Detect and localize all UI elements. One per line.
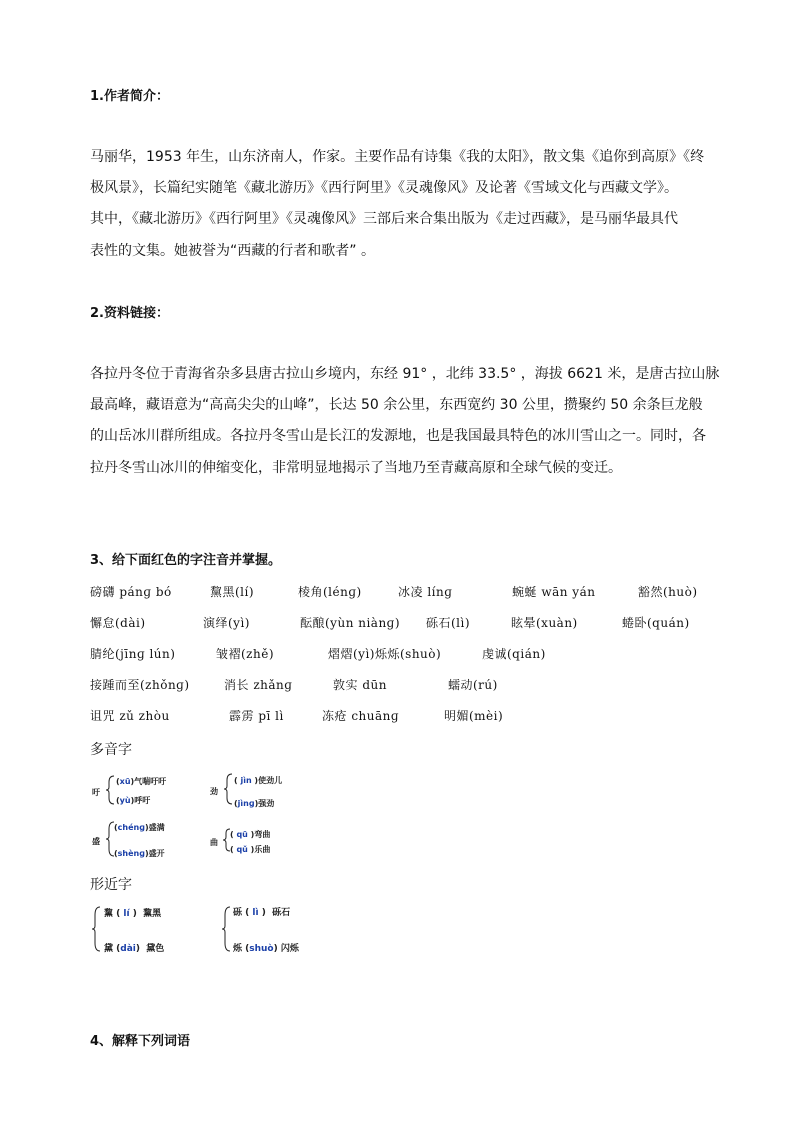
- author-line-2: 极风景》，长篇纪实随笔《藏北游历》《西行阿里》《灵魂像风》及论著《雪域文化与西藏文学》。: [90, 180, 678, 196]
- author-line-4: 表性的文集。她被誉为“西藏的行者和歌者” 。: [90, 243, 375, 259]
- pinyin-reading: chénɡ: [117, 823, 145, 832]
- polyphonic-char: 曲: [210, 838, 218, 847]
- section-4-heading: 4、解释下列词语: [90, 1034, 191, 1049]
- material-line-1: 各拉丹冬位于青海省杂多县唐古拉山乡境内，东经 91° ，北纬 33.5° ，海拔 6621 米，是唐古拉山脉: [90, 366, 720, 382]
- pinyin-item: 磅礴 pánɡ bó: [90, 585, 172, 599]
- pinyin-item: 腈纶(jīnɡ lún): [90, 647, 176, 661]
- author-line-3: 其中，《藏北游历》《西行阿里》《灵魂像风》三部后来合集出版为《走过西藏》，是马丽华最具代: [90, 211, 678, 227]
- example-word: 盛满: [148, 823, 165, 832]
- similar-char: 砾: [233, 908, 243, 918]
- polyphonic-entry: ( qū )弯曲: [230, 830, 271, 839]
- brace-icon: [220, 905, 232, 953]
- example-word: 黛色: [146, 944, 165, 954]
- brace-icon: [90, 905, 102, 953]
- example-word: 使劲儿: [258, 776, 283, 785]
- section-3-heading: 3、给下面红色的字注音并掌握。: [90, 553, 282, 568]
- pinyin-reading: qū: [236, 830, 248, 839]
- pinyin-item: 明媚(mèi): [444, 709, 504, 723]
- example-word: 呼吁: [134, 796, 151, 805]
- similar-title: 形近字: [90, 877, 132, 893]
- pinyin-reading: jìnɡ: [237, 799, 255, 808]
- similar-entry: 烁 (shuò) 闪烁: [233, 944, 299, 954]
- pinyin-item: 眩晕(xuàn): [511, 616, 578, 630]
- similar-entry: 黛 (dài) 黛色: [104, 944, 165, 954]
- example-word: 黧黑: [143, 909, 162, 919]
- pinyin-item: 皱褶(zhě): [216, 647, 275, 661]
- material-line-2: 最高峰，藏语意为“高高尖尖的山峰”，长达 50 余公里，东西宽约 30 公里，攒聚约 50 余条巨龙般: [90, 397, 703, 413]
- polyphonic-char: 劲: [210, 787, 218, 796]
- pinyin-item: 棱角(lénɡ): [298, 585, 362, 599]
- pinyin-reading: shuò: [249, 944, 274, 954]
- polyphonic-entry: (shènɡ)盛开: [114, 849, 165, 858]
- pinyin-item: 冰凌 línɡ: [398, 585, 453, 599]
- example-word: 盛开: [148, 849, 165, 858]
- pinyin-item: 砾石(lì): [426, 616, 471, 630]
- pinyin-reading: yù: [119, 796, 131, 805]
- author-line-1: 马丽华，1953 年生，山东济南人，作家。主要作品有诗集《我的太阳》，散文集《追你到高原》《终: [90, 149, 705, 165]
- pinyin-item: 懈怠(dài): [90, 616, 146, 630]
- pinyin-item: 诅咒 zǔ zhòu: [90, 709, 170, 723]
- polyphonic-entry: ( qǔ )乐曲: [230, 845, 271, 854]
- example-word: 强劲: [258, 799, 275, 808]
- similar-char: 黛: [104, 944, 114, 954]
- example-word: 闪烁: [280, 944, 299, 954]
- polyphonic-char: 盛: [92, 837, 100, 846]
- pinyin-item: 霹雳 pī lì: [229, 709, 284, 723]
- pinyin-reading: qǔ: [236, 845, 248, 854]
- similar-entry: 黧 ( lí ) 黧黑: [104, 909, 162, 919]
- brace-icon: [104, 774, 116, 806]
- example-word: 气喘吁吁: [134, 777, 167, 786]
- polyphonic-entry: (yù)呼吁: [116, 796, 151, 805]
- material-line-3: 的山岳冰川群所组成。各拉丹冬雪山是长江的发源地，也是我国最具特色的冰川雪山之一。同时，各: [90, 428, 706, 444]
- pinyin-reading: jìn: [240, 776, 252, 785]
- pinyin-item: 演绎(yì): [203, 616, 250, 630]
- pinyin-item: 蜷卧(quán): [622, 616, 690, 630]
- polyphonic-entry: ( jìn )使劲儿: [234, 776, 283, 785]
- polyphonic-title: 多音字: [90, 742, 132, 758]
- similar-char: 烁: [233, 944, 243, 954]
- example-word: 乐曲: [254, 845, 271, 854]
- pinyin-item: 蠕动(rú): [448, 678, 498, 692]
- pinyin-reading: xū: [119, 777, 131, 786]
- brace-icon: [222, 772, 234, 806]
- pinyin-item: 熠熠(yì)烁烁(shuò): [328, 647, 442, 661]
- pinyin-reading: lì: [252, 908, 259, 918]
- pinyin-item: 冻疮 chuānɡ: [322, 709, 400, 723]
- material-line-4: 拉丹冬雪山冰川的伸缩变化，非常明显地揭示了当地乃至青藏高原和全球气候的变迁。: [90, 460, 622, 476]
- example-word: 砾石: [272, 908, 291, 918]
- pinyin-item: 豁然(huò): [638, 585, 698, 599]
- pinyin-item: 虔诚(qián): [482, 647, 546, 661]
- pinyin-item: 消长 zhǎnɡ: [224, 678, 293, 692]
- polyphonic-entry: (chénɡ)盛满: [114, 823, 165, 832]
- polyphonic-entry: (jìnɡ)强劲: [234, 799, 275, 808]
- pinyin-item: 敦实 dūn: [333, 678, 387, 692]
- section-2-heading: 2.资料链接：: [90, 306, 169, 321]
- polyphonic-entry: (xū)气喘吁吁: [116, 777, 167, 786]
- polyphonic-char: 吁: [92, 788, 100, 797]
- section-1-heading: 1.作者简介：: [90, 89, 169, 104]
- pinyin-item: 蜿蜒 wān yán: [512, 585, 596, 599]
- pinyin-item: 酝酿(yùn niànɡ): [300, 616, 401, 630]
- similar-entry: 砾 ( lì ) 砾石: [233, 908, 291, 918]
- pinyin-item: 接踵而至(zhǒnɡ): [90, 678, 190, 692]
- pinyin-item: 黧黑(lí): [210, 585, 255, 599]
- pinyin-reading: dài: [120, 944, 136, 954]
- pinyin-reading: lí: [123, 909, 130, 919]
- pinyin-reading: shènɡ: [117, 849, 145, 858]
- similar-char: 黧: [104, 909, 114, 919]
- example-word: 弯曲: [254, 830, 271, 839]
